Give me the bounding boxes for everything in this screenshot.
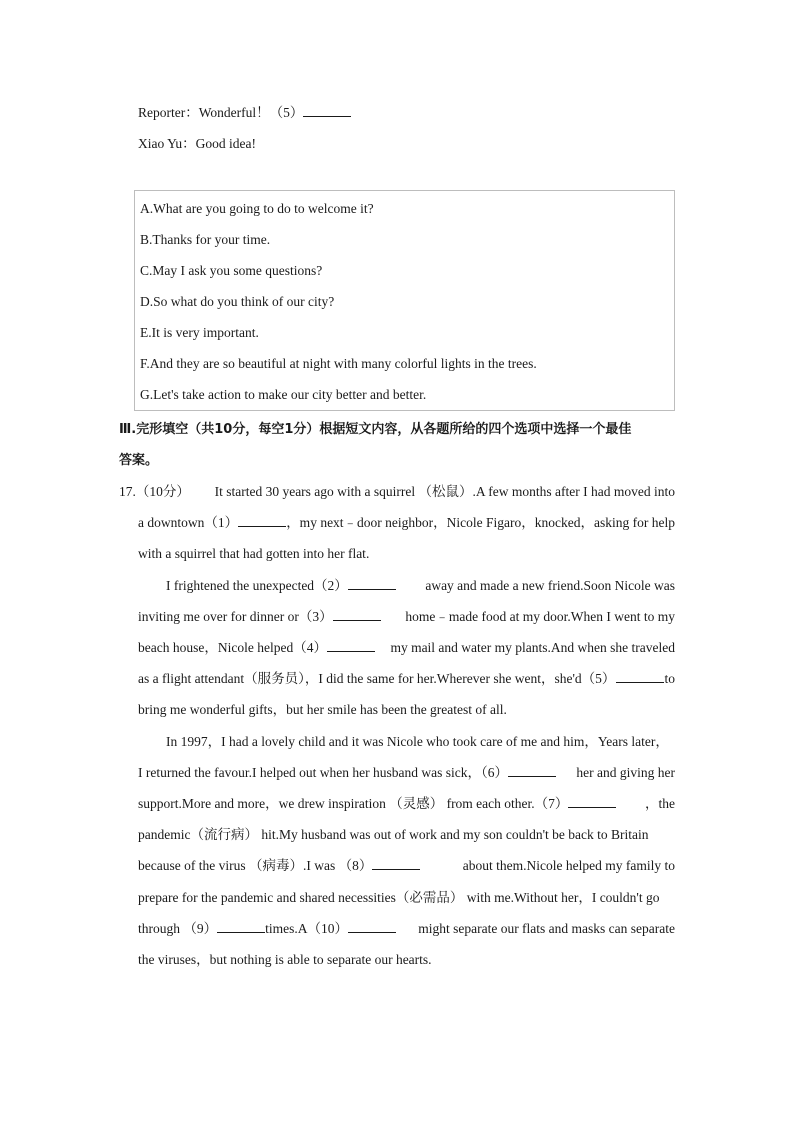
- option-b: B.Thanks for your time.: [140, 232, 271, 247]
- passage-line: [138, 826, 675, 844]
- passage-text: beach house，Nicole helped（4）: [138, 640, 327, 655]
- passage-line: [138, 857, 675, 875]
- passage-text: away and made a new friend.Soon Nicole was: [425, 578, 675, 593]
- passage-text: about them.Nicole helped my family to: [462, 858, 675, 873]
- question-17-line-1: [119, 483, 675, 501]
- answer-blank-3[interactable]: [333, 608, 381, 621]
- option-g: G.Let's take action to make our city better and better.: [140, 387, 427, 402]
- answer-blank-6[interactable]: [508, 764, 556, 777]
- passage-text: In 1997，I had a lovely child and it was Nicole who took care of me and him，Years later，: [166, 734, 669, 749]
- answer-blank-5b[interactable]: [616, 670, 664, 683]
- passage-line: [166, 733, 667, 751]
- options-box: [134, 190, 675, 411]
- passage-text: might separate our flats and masks can separate: [418, 921, 675, 936]
- passage-text: home﹣made food at my door.When I went to my: [405, 609, 675, 624]
- option-a: A.What are you going to do to welcome it?: [140, 201, 374, 216]
- answer-blank-5[interactable]: [303, 104, 351, 117]
- passage-text: I returned the favour.I helped out when her husband was sick，（6）: [138, 765, 509, 780]
- option-c: C.May I ask you some questions?: [140, 263, 323, 278]
- answer-blank-8[interactable]: [372, 857, 420, 870]
- passage-text: her and giving her: [576, 765, 675, 780]
- passage-text: as a flight attendant（服务员），I did the same for her.Wherever she went，she'd（5）: [138, 671, 616, 686]
- option-d: D.So what do you think of our city?: [140, 294, 335, 309]
- passage-line: [138, 514, 675, 532]
- passage-text: times.A（10）: [265, 921, 348, 936]
- passage-text: inviting me over for dinner or（3）: [138, 609, 333, 624]
- passage-line: [138, 889, 675, 907]
- passage-line: [166, 577, 675, 595]
- reporter-text: Reporter：Wonderful！（5）: [138, 105, 304, 120]
- answer-blank-9[interactable]: [217, 920, 265, 933]
- passage-line: the viruses，but nothing is able to separate our hearts.: [138, 952, 432, 967]
- passage-text: because of the virus （病毒）.I was （8）: [138, 858, 373, 873]
- answer-blank-1[interactable]: [238, 514, 286, 527]
- option-f: F.And they are so beautiful at night with many colorful lights in the trees.: [140, 356, 537, 371]
- passage-line: [138, 795, 675, 813]
- passage-text: my mail and water my plants.And when she traveled: [390, 640, 675, 655]
- passage-text: support.More and more，we drew inspiration （灵感） from each other.（7）: [138, 796, 569, 811]
- answer-blank-10[interactable]: [348, 920, 396, 933]
- passage-line: [138, 764, 675, 782]
- section-heading-line-1: Ⅲ.完形填空（共10分，每空1分）根据短文内容，从各题所给的四个选项中选择一个最佳: [119, 422, 632, 437]
- passage-line: [138, 608, 675, 626]
- passage-text: through （9）: [138, 921, 218, 936]
- answer-blank-2[interactable]: [348, 577, 396, 590]
- passage-text: a downtown（1）: [138, 515, 239, 530]
- passage-line: [138, 670, 675, 688]
- passage-text: prepare for the pandemic and shared necessities（必需品） with me.Without her，I couldn't go: [138, 890, 660, 905]
- passage-line: bring me wonderful gifts，but her smile has been the greatest of all.: [138, 702, 507, 717]
- answer-blank-4[interactable]: [327, 639, 375, 652]
- answer-blank-7[interactable]: [568, 795, 616, 808]
- passage-text: to: [664, 671, 675, 686]
- xiaoyu-line: Xiao Yu：Good idea!: [138, 136, 256, 151]
- passage-line: with a squirrel that had gotten into her flat.: [138, 546, 370, 561]
- section-heading-line-2: 答案。: [119, 453, 159, 468]
- question-number: 17.（10分）: [119, 484, 190, 499]
- passage-line: [138, 639, 675, 657]
- reporter-line: [138, 104, 351, 122]
- passage-text: ，my next﹣door neighbor，Nicole Figaro，knocked，asking for help: [286, 515, 675, 530]
- passage-line: [138, 920, 675, 938]
- passage-text: It started 30 years ago with a squirrel （松鼠）.A few months after I had moved into: [214, 484, 675, 499]
- option-e: E.It is very important.: [140, 325, 259, 340]
- passage-text: I frightened the unexpected（2）: [166, 578, 348, 593]
- passage-text: pandemic（流行病） hit.My husband was out of work and my son couldn't be back to Britain: [138, 827, 649, 842]
- passage-text: ，the: [645, 796, 675, 811]
